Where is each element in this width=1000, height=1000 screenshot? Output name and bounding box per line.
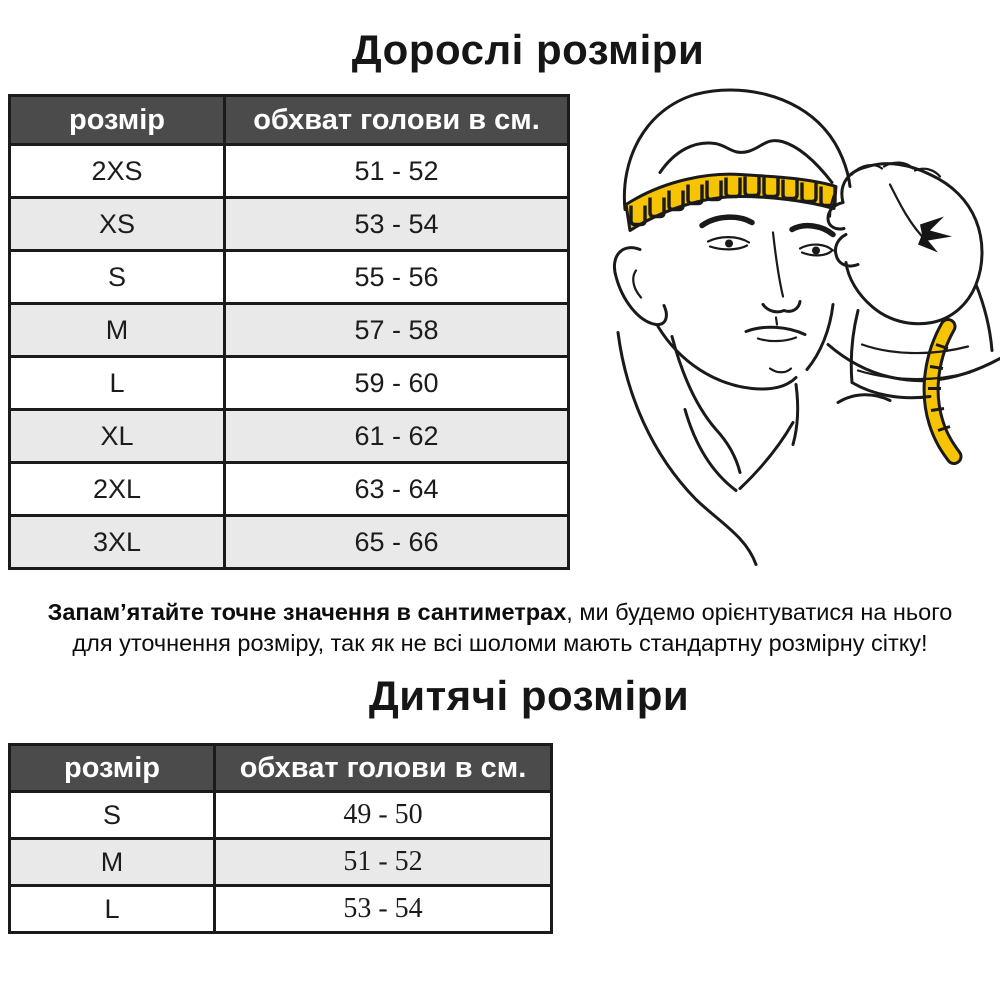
- table-row: [10, 886, 552, 933]
- table-row: [10, 410, 569, 463]
- range-cell: 51 - 52: [225, 145, 569, 198]
- range-cell: 55 - 56: [225, 251, 569, 304]
- table-row: [10, 145, 569, 198]
- table-row: [10, 357, 569, 410]
- hanging-tape: [928, 327, 954, 457]
- kids-sizes-title: Дитячі розміри: [368, 672, 690, 719]
- note-line1-rest: , ми будемо орієнтуватися на нього: [566, 599, 953, 625]
- note-line2: для уточнення розміру, так як не всі шоломи мають стандартну розмірну сітку!: [72, 630, 928, 656]
- range-cell: 49 - 50: [215, 792, 552, 839]
- table-row: [10, 792, 552, 839]
- size-cell: L: [10, 357, 225, 410]
- size-cell: 3XL: [10, 516, 225, 569]
- size-cell: 2XS: [10, 145, 225, 198]
- table-row: [10, 251, 569, 304]
- range-cell: 51 - 52: [215, 839, 552, 886]
- adult-size-column-header: розмір: [10, 96, 225, 145]
- kids-circumference-column-header: обхват голови в см.: [215, 745, 552, 792]
- size-cell: 2XL: [10, 463, 225, 516]
- table-row: [10, 463, 569, 516]
- kids-sizes-table: [8, 743, 553, 934]
- range-cell: 59 - 60: [225, 357, 569, 410]
- range-cell: 53 - 54: [225, 198, 569, 251]
- table-row: [10, 839, 552, 886]
- size-cell: XS: [10, 198, 225, 251]
- range-cell: 61 - 62: [225, 410, 569, 463]
- man-measuring-head-illustration: [600, 72, 1000, 587]
- table-row: [10, 198, 569, 251]
- size-cell: M: [10, 304, 225, 357]
- size-cell: S: [10, 792, 215, 839]
- table-row: [10, 304, 569, 357]
- kids-size-column-header: розмір: [10, 745, 215, 792]
- note-bold-text: Запам’ятайте точне значення в сантиметрах: [47, 599, 567, 625]
- range-cell: 53 - 54: [215, 886, 552, 933]
- table-row: [10, 516, 569, 569]
- adult-sizes-title: Дорослі розміри: [351, 26, 705, 73]
- kids-table-header-row: [10, 745, 552, 792]
- size-cell: XL: [10, 410, 225, 463]
- range-cell: 57 - 58: [225, 304, 569, 357]
- adult-circumference-column-header: обхват голови в см.: [225, 96, 569, 145]
- adult-sizes-table: [8, 94, 570, 570]
- range-cell: 63 - 64: [225, 463, 569, 516]
- size-cell: M: [10, 839, 215, 886]
- measurement-note: [0, 597, 1000, 659]
- adult-table-header-row: [10, 96, 569, 145]
- range-cell: 65 - 66: [225, 516, 569, 569]
- size-cell: S: [10, 251, 225, 304]
- size-cell: L: [10, 886, 215, 933]
